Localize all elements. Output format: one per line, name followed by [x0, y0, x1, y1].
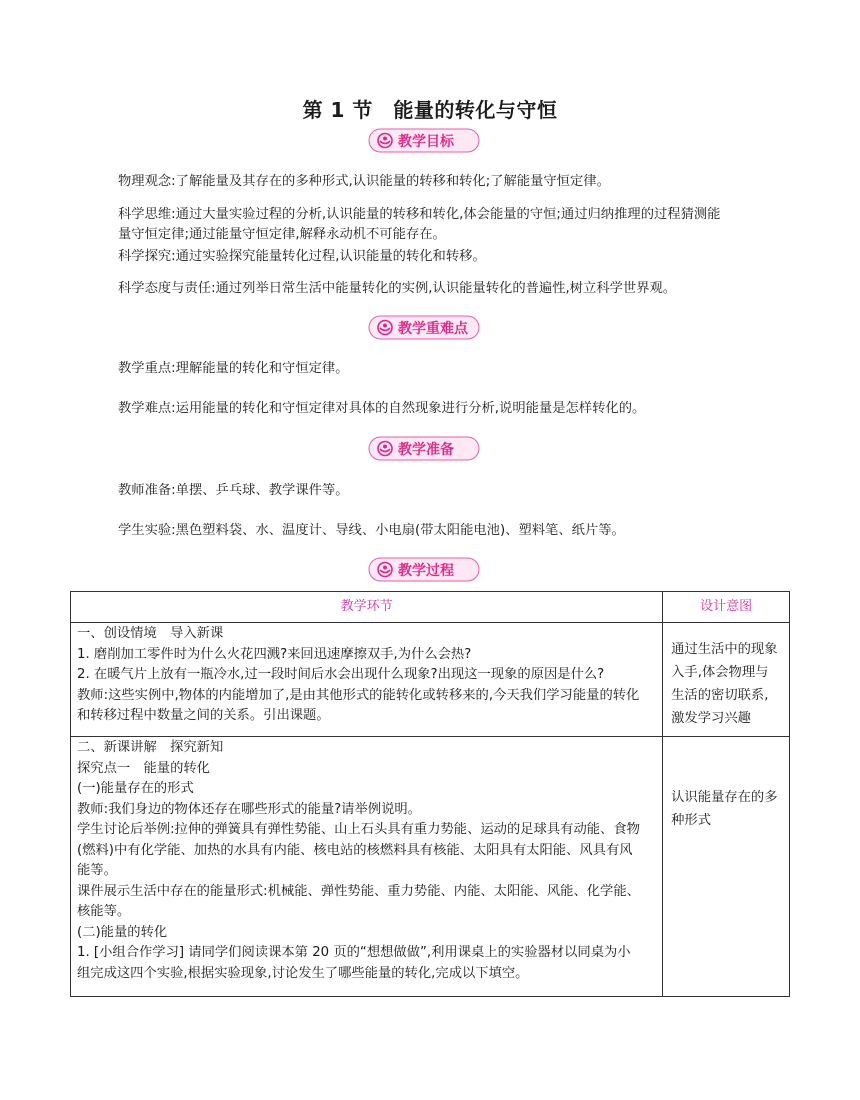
intent-line: 入手,体会物理与 — [671, 665, 769, 680]
goal-item: 科学态度与责任:通过列举日常生活中能量转化的实例,认识能量转化的普遍性,树立科学世界观。 — [118, 281, 677, 296]
intent-line: 通过生活中的现象 — [671, 642, 778, 657]
stage-line: (二)能量的转化 — [77, 924, 168, 940]
table-row — [71, 623, 790, 737]
teaching-process-table — [70, 591, 790, 997]
stage-line: 学生讨论后举例:拉伸的弹簧具有弹性势能、山上石头具有重力势能、运动的足球具有动能、食物 — [77, 822, 640, 837]
badge-label: 教学目标 — [398, 134, 454, 150]
intent-line: 生活的密切联系, — [671, 688, 769, 703]
page-title: 第 1 节 能量的转化与守恒 — [302, 98, 558, 122]
stage-line: 教师:我们身边的物体还存在哪些形式的能量?请举例说明。 — [77, 801, 421, 817]
intent-cell — [663, 737, 790, 997]
badge-label: 教学重难点 — [398, 321, 468, 337]
stage-line: 1. [小组合作学习] 请同学们阅读课本第 20 页的“想想做做”,利用课桌上的实验器材以同桌为小 — [77, 945, 631, 960]
goal-item: 物理观念:了解能量及其存在的多种形式,认识能量的转移和转化;了解能量守恒定律。 — [118, 174, 610, 189]
stage-line: (燃料)中有化学能、加热的水具有内能、核电站的核燃料具有核能、太阳具有太阳能、风具有风 — [77, 842, 633, 858]
header-design-intent: 设计意图 — [663, 592, 790, 623]
stage-line: (一)能量存在的形式 — [77, 781, 194, 796]
table-header-row — [71, 592, 790, 623]
goal-item: 量守恒定律;通过能量守恒定律,解释永动机不可能存在。 — [118, 227, 446, 242]
stage-cell — [71, 737, 663, 997]
stage-line: 和转移过程中数量之间的关系。引出课题。 — [77, 708, 330, 723]
table-row — [71, 737, 790, 997]
stage-line: 课件展示生活中存在的能量形式:机械能、弹性势能、重力势能、内能、太阳能、风能、化学能、 — [77, 883, 640, 899]
section-badge-prep — [368, 436, 480, 461]
stage-line: 探究点一 能量的转化 — [77, 760, 210, 776]
goal-item: 科学探究:通过实验探究能量转化过程,认识能量的转化和转移。 — [118, 249, 486, 264]
prep-item: 教师准备:单摆、乒乓球、教学课件等。 — [118, 483, 349, 498]
intent-line: 种形式 — [671, 813, 712, 828]
intent-cell — [663, 623, 790, 737]
stage-line: 教师:这些实例中,物体的内能增加了,是由其他形式的能转化或转移来的,今天我们学习能量的转化 — [77, 687, 640, 703]
intent-line: 激发学习兴趣 — [671, 711, 751, 726]
stage-heading: 二、新课讲解 探究新知 — [77, 740, 224, 755]
stage-line: 核能等。 — [77, 904, 131, 919]
section-badge-goals — [368, 128, 480, 153]
stage-line: 2. 在暖气片上放有一瓶冷水,过一段时间后水会出现什么现象?出现这一现象的原因是什么? — [77, 667, 605, 682]
goal-item: 科学思维:通过大量实验过程的分析,认识能量的转移和转化,体会能量的守恒;通过归纳推理的过程猜测能 — [118, 207, 721, 222]
header-teaching-stage: 教学环节 — [71, 592, 663, 623]
stage-heading: 一、创设情境 导入新课 — [77, 626, 224, 641]
stage-cell — [71, 623, 663, 737]
stage-line: 组完成这四个实验,根据实验现象,讨论发生了哪些能量的转化,完成以下填空。 — [77, 965, 529, 981]
stage-line: 1. 磨削加工零件时为什么火花四溅?来回迅速摩擦双手,为什么会热? — [77, 646, 472, 662]
stage-line: 能等。 — [77, 863, 117, 878]
badge-label: 教学过程 — [398, 563, 454, 579]
key-item: 教学难点:运用能量的转化和守恒定律对具体的自然现象进行分析,说明能量是怎样转化的。 — [118, 401, 646, 416]
key-item: 教学重点:理解能量的转化和守恒定律。 — [118, 361, 349, 376]
section-badge-process — [368, 557, 480, 582]
badge-label: 教学准备 — [398, 442, 454, 458]
intent-line: 认识能量存在的多 — [671, 790, 778, 805]
section-badge-key — [368, 315, 480, 340]
prep-item: 学生实验:黑色塑料袋、水、温度计、导线、小电扇(带太阳能电池)、塑料笔、纸片等。 — [118, 523, 625, 538]
